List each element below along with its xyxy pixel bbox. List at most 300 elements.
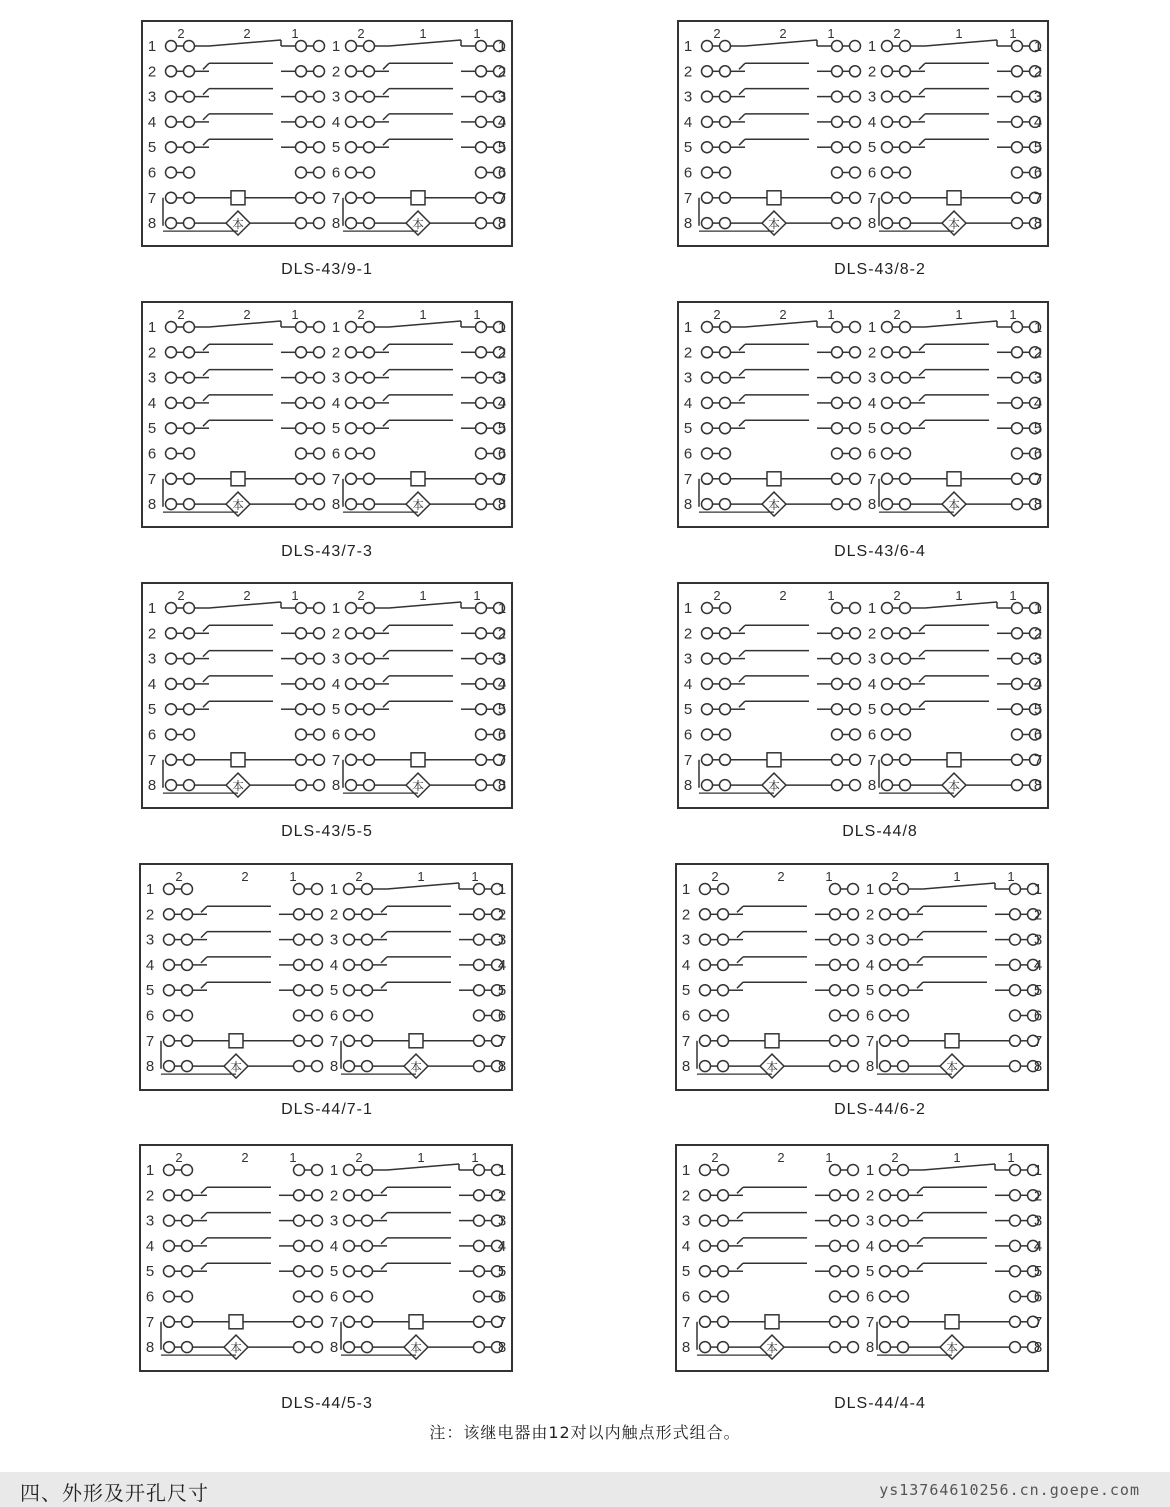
terminal-icon [364,780,375,791]
terminal-icon [1010,1342,1021,1353]
row-number-label: 3 [865,1212,875,1230]
terminal-icon [900,41,911,52]
row-number-label: 2 [331,625,341,643]
contact-number-label: 2 [893,588,901,603]
terminal-icon [166,704,177,715]
terminal-icon [848,934,859,945]
row-number-label: 8 [867,777,877,795]
diode-bridge-glyph: 本 [411,498,425,513]
terminal-icon [346,653,357,664]
row-number-label: 7 [1033,470,1043,488]
terminal-icon [702,218,713,229]
terminal-icon [476,192,487,203]
row-number-label: 5 [329,1263,339,1281]
row-number-label: 2 [1033,1187,1043,1205]
diode-bridge-glyph: 本 [229,1341,243,1356]
terminal-icon [700,1316,711,1327]
terminal-icon [718,1240,729,1251]
terminal-icon [900,499,911,510]
terminal-icon [832,780,843,791]
terminal-icon [832,448,843,459]
wire [919,701,925,707]
terminal-icon [880,884,891,895]
terminal-icon [850,603,861,614]
terminal-icon [474,1061,485,1072]
terminal-icon [474,1291,485,1302]
terminal-icon [718,1342,729,1353]
row-number-label: 4 [497,394,507,412]
terminal-icon [702,754,713,765]
terminal-icon [364,116,375,127]
diode-bridge-glyph: 本 [765,1060,779,1075]
terminal-icon [314,448,325,459]
terminal-icon [720,653,731,664]
terminal-icon [898,934,909,945]
terminal-icon [346,91,357,102]
contact-number-label: 1 [1007,869,1015,884]
terminal-icon [182,959,193,970]
row-number-label: 8 [497,496,507,514]
row-number-label: 1 [1033,38,1043,55]
terminal-icon [848,1266,859,1277]
terminal-icon [362,985,373,996]
terminal-icon [832,41,843,52]
row-number-label: 1 [331,38,341,55]
row-number-label: 7 [497,1032,507,1050]
contact-number-label: 2 [711,1150,719,1165]
row-number-label: 6 [329,1007,339,1025]
terminal-icon [474,909,485,920]
wire [919,89,925,95]
contact-number-label: 2 [893,307,901,322]
terminal-icon [882,628,893,639]
terminal-icon [296,754,307,765]
terminal-icon [702,322,713,333]
terminal-icon [182,1316,193,1327]
wire [203,395,209,401]
terminal-icon [362,1215,373,1226]
terminal-icon [296,167,307,178]
terminal-icon [720,704,731,715]
terminal-icon [898,1165,909,1176]
terminal-icon [850,499,861,510]
contact-number-label: 2 [711,869,719,884]
terminal-icon [1012,628,1023,639]
row-number-label: 3 [683,650,693,668]
terminal-icon [848,1010,859,1021]
row-number-label: 3 [147,369,157,387]
terminal-icon [718,1035,729,1046]
wire [383,395,389,401]
terminal-icon [702,142,713,153]
terminal-icon [1012,218,1023,229]
terminal-icon [474,1266,485,1277]
terminal-icon [314,628,325,639]
row-number-label: 4 [331,394,341,412]
terminal-icon [718,1010,729,1021]
terminal-icon [830,1165,841,1176]
terminal-icon [1010,959,1021,970]
relay-wiring-diagram [679,584,1047,807]
row-number-label: 1 [867,319,877,336]
terminal-icon [702,192,713,203]
row-number-label: 3 [867,88,877,106]
wire [739,344,745,350]
row-number-label: 5 [147,701,157,719]
row-number-label: 3 [329,931,339,949]
row-number-label: 7 [683,470,693,488]
terminal-icon [832,91,843,102]
terminal-icon [296,218,307,229]
terminal-icon [720,91,731,102]
terminal-icon [882,347,893,358]
terminal-icon [700,884,711,895]
terminal-icon [700,985,711,996]
row-number-label: 1 [681,881,691,898]
terminal-icon [344,1342,355,1353]
terminal-icon [718,909,729,920]
terminal-icon [364,628,375,639]
terminal-icon [1012,780,1023,791]
terminal-icon [1012,448,1023,459]
terminal-icon [1012,499,1023,510]
row-number-label: 7 [1033,1313,1043,1331]
terminal-icon [900,397,911,408]
wire [919,395,925,401]
terminal-icon [850,448,861,459]
row-number-label: 8 [147,496,157,514]
row-number-label: 8 [145,1339,155,1357]
contact-number-label: 2 [175,869,183,884]
terminal-icon [294,934,305,945]
terminal-icon [1010,1240,1021,1251]
terminal-icon [166,142,177,153]
row-number-label: 7 [867,751,877,769]
terminal-icon [830,1035,841,1046]
terminal-icon [702,91,713,102]
terminal-icon [1010,1266,1021,1277]
row-number-label: 6 [867,445,877,463]
row-number-label: 5 [497,420,507,438]
terminal-icon [832,142,843,153]
coil-icon [409,1315,423,1329]
terminal-icon [346,397,357,408]
row-number-label: 4 [331,675,341,693]
panel-caption: DLS-43/8-2 [834,261,926,278]
row-number-label: 8 [497,1058,507,1076]
terminal-icon [476,423,487,434]
terminal-icon [362,1035,373,1046]
terminal-icon [474,959,485,970]
terminal-icon [182,1010,193,1021]
wire [917,957,923,963]
wire [383,676,389,682]
row-number-label: 3 [147,88,157,106]
relay-wiring-diagram [677,865,1047,1089]
terminal-icon [364,729,375,740]
terminal-icon [312,1316,323,1327]
terminal-icon [364,499,375,510]
terminal-icon [830,934,841,945]
terminal-icon [882,397,893,408]
terminal-icon [164,959,175,970]
contact-number-label: 2 [777,869,785,884]
terminal-icon [364,218,375,229]
terminal-icon [314,347,325,358]
row-number-label: 4 [1033,675,1043,693]
coil-icon [945,1034,959,1048]
row-number-label: 2 [145,906,155,924]
row-number-label: 8 [681,1339,691,1357]
terminal-icon [182,934,193,945]
contact-number-label: 1 [291,26,299,41]
contact-number-label: 1 [419,588,427,603]
terminal-icon [832,499,843,510]
terminal-icon [296,423,307,434]
wire [383,420,389,426]
row-number-label: 7 [145,1313,155,1331]
wire [917,1213,923,1219]
contact-number-label: 1 [473,588,481,603]
terminal-icon [720,322,731,333]
terminal-icon [702,347,713,358]
row-number-label: 1 [329,881,339,898]
row-number-label: 1 [683,600,693,617]
wire [203,139,209,145]
wire [739,676,745,682]
row-number-label: 5 [331,701,341,719]
terminal-icon [850,347,861,358]
terminal-icon [832,116,843,127]
terminal-icon [364,653,375,664]
terminal-icon [166,116,177,127]
terminal-icon [166,754,177,765]
row-number-label: 6 [331,164,341,182]
terminal-icon [314,372,325,383]
terminal-icon [294,884,305,895]
terminal-icon [832,704,843,715]
row-number-label: 1 [147,600,157,617]
terminal-icon [832,603,843,614]
row-number-label: 8 [1033,777,1043,795]
row-number-label: 3 [331,88,341,106]
terminal-icon [346,41,357,52]
wire [919,676,925,682]
terminal-icon [184,423,195,434]
panel-caption: DLS-44/6-2 [834,1101,926,1118]
row-number-label: 7 [867,189,877,207]
row-number-label: 2 [497,63,507,81]
wire [919,651,925,657]
contact-number-label: 1 [473,307,481,322]
terminal-icon [312,1266,323,1277]
row-number-label: 6 [683,164,693,182]
terminal-icon [312,884,323,895]
contact-number-label: 1 [827,307,835,322]
terminal-icon [294,1240,305,1251]
terminal-icon [164,1316,175,1327]
row-number-label: 8 [867,496,877,514]
contact-number-label: 1 [289,1150,297,1165]
terminal-icon [362,1316,373,1327]
terminal-icon [314,167,325,178]
row-number-label: 6 [497,164,507,182]
contact-number-label: 1 [825,869,833,884]
terminal-icon [294,1190,305,1201]
terminal-icon [362,1190,373,1201]
contact-number-label: 2 [177,26,185,41]
diagram-panel [139,1144,513,1372]
terminal-icon [166,473,177,484]
terminal-icon [1010,1165,1021,1176]
wire [919,139,925,145]
terminal-icon [346,167,357,178]
row-number-label: 4 [865,1237,875,1255]
row-number-label: 3 [497,931,507,949]
row-number-label: 2 [329,906,339,924]
terminal-icon [882,218,893,229]
terminal-icon [364,347,375,358]
wire [381,1238,387,1244]
wire [739,701,745,707]
terminal-icon [182,1035,193,1046]
row-number-label: 7 [329,1032,339,1050]
contact-number-label: 1 [827,26,835,41]
row-number-label: 6 [1033,445,1043,463]
terminal-icon [720,729,731,740]
terminal-icon [294,1165,305,1176]
row-number-label: 3 [683,369,693,387]
wire [739,420,745,426]
row-number-label: 3 [683,88,693,106]
row-number-label: 6 [145,1288,155,1306]
contact-number-label: 1 [1009,588,1017,603]
terminal-icon [700,1342,711,1353]
terminal-icon [900,91,911,102]
terminal-icon [900,704,911,715]
contact-number-label: 1 [473,26,481,41]
terminal-icon [830,1266,841,1277]
row-number-label: 7 [147,751,157,769]
terminal-icon [832,322,843,333]
terminal-icon [344,1061,355,1072]
terminal-icon [830,909,841,920]
row-number-label: 5 [1033,982,1043,1000]
terminal-icon [474,1316,485,1327]
diode-bridge-glyph: 本 [767,217,781,232]
terminal-icon [900,372,911,383]
diode-bridge-glyph: 本 [947,779,961,794]
contact-number-label: 2 [243,307,251,322]
terminal-icon [184,499,195,510]
row-number-label: 4 [331,113,341,131]
wire [919,63,925,69]
terminal-icon [312,1342,323,1353]
terminal-icon [184,192,195,203]
terminal-icon [702,780,713,791]
row-number-label: 7 [145,1032,155,1050]
terminal-icon [1012,192,1023,203]
row-number-label: 2 [867,63,877,81]
terminal-icon [344,1010,355,1021]
row-number-label: 1 [683,38,693,55]
terminal-icon [164,1240,175,1251]
terminal-icon [880,959,891,970]
diode-bridge-glyph: 本 [411,217,425,232]
diode-bridge-glyph: 本 [947,498,961,513]
row-number-label: 7 [331,470,341,488]
terminal-icon [296,347,307,358]
terminal-icon [476,142,487,153]
row-number-label: 2 [497,1187,507,1205]
row-number-label: 6 [1033,1007,1043,1025]
terminal-icon [830,1291,841,1302]
row-number-label: 4 [497,1237,507,1255]
terminal-icon [1012,66,1023,77]
coil-icon [765,1315,779,1329]
terminal-icon [880,985,891,996]
relay-wiring-diagram [677,1146,1047,1370]
row-number-label: 7 [681,1032,691,1050]
row-number-label: 8 [683,496,693,514]
terminal-icon [700,1266,711,1277]
terminal-icon [850,729,861,740]
row-number-label: 6 [1033,1288,1043,1306]
terminal-icon [314,499,325,510]
row-number-label: 8 [331,777,341,795]
terminal-icon [166,678,177,689]
row-number-label: 1 [497,38,507,55]
terminal-icon [184,473,195,484]
row-number-label: 1 [331,319,341,336]
terminal-icon [702,678,713,689]
terminal-icon [184,780,195,791]
row-number-label: 7 [1033,189,1043,207]
terminal-icon [184,678,195,689]
terminal-icon [344,934,355,945]
terminal-icon [296,372,307,383]
contact-number-label: 1 [955,588,963,603]
row-number-label: 6 [329,1288,339,1306]
terminal-icon [700,959,711,970]
terminal-icon [898,1240,909,1251]
terminal-icon [364,678,375,689]
row-number-label: 6 [867,726,877,744]
row-number-label: 4 [329,956,339,974]
wire [201,1213,207,1219]
wire [739,625,745,631]
terminal-icon [880,1010,891,1021]
contact-number-label: 1 [953,1150,961,1165]
terminal-icon [182,985,193,996]
diagram-panel [141,582,513,809]
terminal-icon [164,884,175,895]
row-number-label: 4 [681,956,691,974]
terminal-icon [898,1215,909,1226]
row-number-label: 2 [497,625,507,643]
row-number-label: 3 [1033,650,1043,668]
row-number-label: 6 [147,445,157,463]
terminal-icon [346,448,357,459]
row-number-label: 2 [497,906,507,924]
section-footer-bar [0,1472,1170,1507]
terminal-icon [346,423,357,434]
row-number-label: 4 [683,675,693,693]
row-number-label: 8 [331,215,341,233]
wire [383,370,389,376]
terminal-icon [1010,1316,1021,1327]
terminal-icon [474,1215,485,1226]
